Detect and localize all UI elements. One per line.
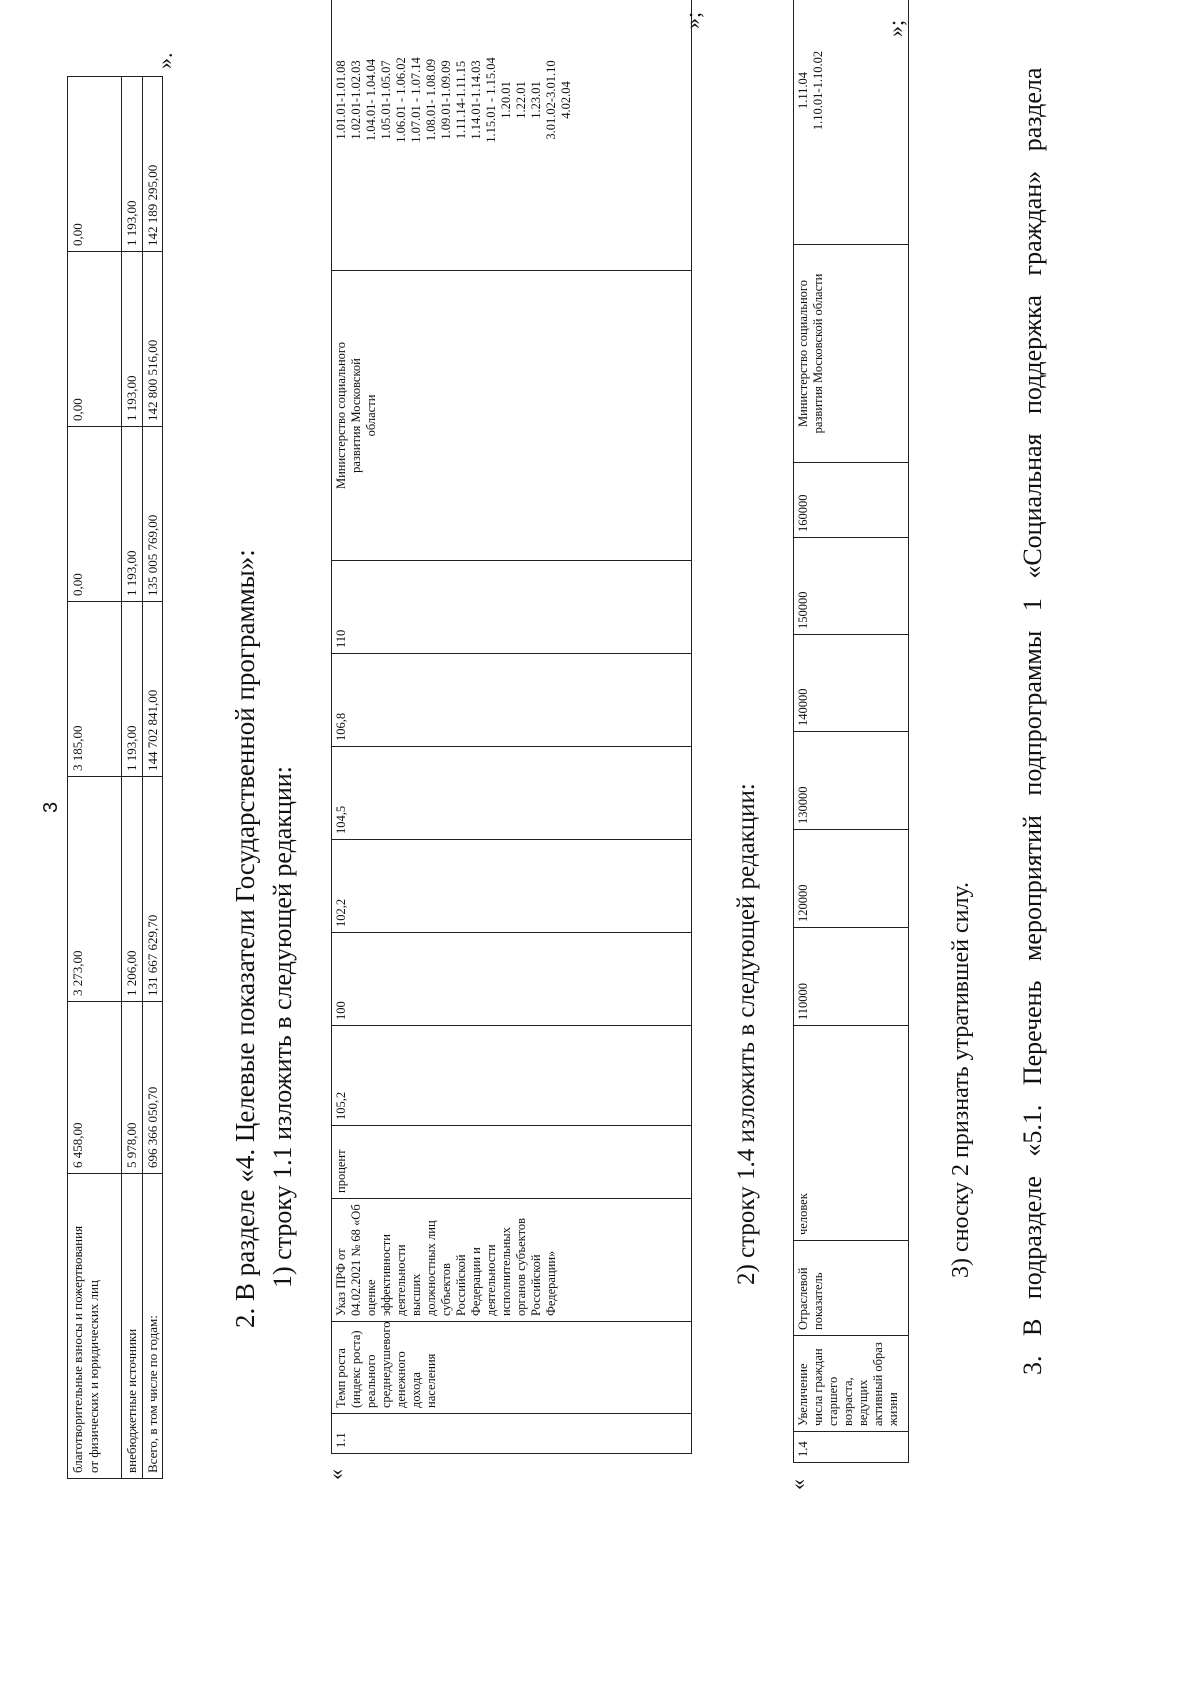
budget-value: 5 978,00 bbox=[122, 1002, 143, 1174]
budget-value: 1 193,00 bbox=[122, 252, 143, 427]
indicator-unit: человек bbox=[794, 1026, 909, 1241]
budget-value: 1 193,00 bbox=[122, 602, 143, 777]
budget-value: 1 193,00 bbox=[122, 77, 143, 252]
page-number: 3 bbox=[40, 801, 62, 813]
table-row bbox=[122, 77, 143, 1479]
code-item: 1.10.01-1.10.02 bbox=[811, 50, 825, 131]
open-quote: « bbox=[323, 1469, 348, 1480]
indicator-type: Отраслевой показатель bbox=[794, 1241, 909, 1336]
code-item: 1.05.01-1.05.07 bbox=[379, 60, 393, 140]
budget-label: внебюджетные источники bbox=[122, 1174, 143, 1479]
code-item: 1.04.01- 1.04.04 bbox=[364, 58, 378, 142]
code-item: 3.01.02-3.01.10 bbox=[544, 60, 558, 140]
budget-value: 6 458,00 bbox=[68, 1002, 122, 1174]
responsible-body bbox=[794, 245, 909, 463]
indicator-value: 100 bbox=[332, 933, 692, 1026]
budget-value: 0,00 bbox=[68, 77, 122, 252]
budget-value: 3 185,00 bbox=[68, 602, 122, 777]
budget-value: 1 206,00 bbox=[122, 777, 143, 1002]
budget-value: 0,00 bbox=[68, 252, 122, 427]
code-item: 1.14.01-1.14.03 bbox=[469, 60, 483, 140]
code-item: 1.15.01 - 1.15.04 bbox=[484, 57, 498, 143]
section-3-text: 3. В подразделе «5.1. Перечень мероприятий подпрограммы 1 «Социальная поддержка граждан» раздела bbox=[1018, 67, 1047, 1375]
indicator-value: 120000 bbox=[794, 830, 909, 928]
budget-value: 144 702 841,00 bbox=[142, 602, 163, 777]
code-item: 1.06.01 - 1.06.02 bbox=[394, 57, 408, 143]
indicator-value: 105,2 bbox=[332, 1026, 692, 1126]
code-item: 1.23.01 bbox=[529, 81, 543, 119]
budget-table bbox=[67, 76, 163, 1479]
indicator-value: 110000 bbox=[794, 928, 909, 1026]
budget-label: благотворительные взносы и пожертвования от физических и юридических лиц bbox=[70, 1225, 101, 1473]
code-item: 1.08.01- 1.08.09 bbox=[424, 58, 438, 142]
item-1-text: 1) строку 1.1 изложить в следующей редакции: bbox=[268, 766, 297, 1288]
code-item: 1.22.01 bbox=[514, 81, 528, 119]
code-item: 1.01.01-1.01.08 bbox=[334, 60, 348, 140]
closing-mark: »; bbox=[883, 19, 908, 37]
budget-value: 142 189 295,00 bbox=[142, 77, 163, 252]
table-row bbox=[794, 0, 909, 1463]
code-item: 1.02.01-1.02.03 bbox=[349, 60, 363, 140]
code-item: 1.07.01 - 1.07.14 bbox=[409, 57, 423, 143]
budget-value: 696 366 050,70 bbox=[142, 1002, 163, 1174]
budget-label: Всего, в том числе по годам: bbox=[142, 1174, 163, 1479]
indicator-value: 110 bbox=[332, 561, 692, 654]
indicator-value: 130000 bbox=[794, 732, 909, 830]
responsible-body bbox=[332, 271, 692, 561]
section-heading: 2. В разделе «4. Целевые показатели Государственной программы»: bbox=[230, 549, 260, 1328]
code-item: 1.11.04 bbox=[796, 71, 810, 110]
open-quote: « bbox=[785, 1479, 810, 1490]
indicator-value: 102,2 bbox=[332, 840, 692, 933]
code-item: 4.02.04 bbox=[559, 81, 573, 119]
indicator-value: 104,5 bbox=[332, 747, 692, 840]
budget-value: 135 005 769,00 bbox=[142, 427, 163, 602]
indicator-value: 160000 bbox=[794, 463, 909, 538]
code-item: 1.09.01-1.09.09 bbox=[439, 60, 453, 140]
budget-value: 3 273,00 bbox=[68, 777, 122, 1002]
closing-quote-mark: ». bbox=[152, 52, 177, 69]
indicator-name: Увеличение числа граждан старшего возраста, ведущих активный образ жизни bbox=[794, 1336, 909, 1432]
budget-value: 142 800 516,00 bbox=[142, 252, 163, 427]
budget-value: 0,00 bbox=[68, 427, 122, 602]
responsible-text: Министерство социального развития Московской области bbox=[796, 273, 825, 434]
indicator-value: 140000 bbox=[794, 635, 909, 732]
code-item: 1.11.14-1.11.15 bbox=[454, 60, 468, 140]
table-row bbox=[142, 77, 163, 1479]
indicator-unit: процент bbox=[332, 1126, 692, 1199]
indicator-table-1-4 bbox=[793, 0, 909, 1463]
responsible-text: Министерство социального развития Московской области bbox=[334, 342, 378, 489]
indicator-name: Темп роста (индекс роста) реального среднедушевого денежного дохода населения bbox=[332, 1322, 692, 1414]
budget-value: 1 193,00 bbox=[122, 427, 143, 602]
indicator-value: 106,8 bbox=[332, 654, 692, 747]
indicator-value: 150000 bbox=[794, 538, 909, 635]
indicator-table-1-1 bbox=[331, 0, 692, 1454]
budget-value: 131 667 629,70 bbox=[142, 777, 163, 1002]
table-row bbox=[68, 77, 122, 1479]
closing-mark: »; bbox=[680, 11, 705, 29]
indicator-basis: Указ ПРФ от 04.02.2021 № 68 «Об оценке эффективности деятельности высших должностных лиц субъектов Российской Федерации и деятельности исполнительных органов субъектов Российской Федерации» bbox=[332, 1199, 692, 1322]
measure-codes bbox=[332, 0, 692, 271]
row-number: 1.1 bbox=[332, 1414, 692, 1454]
code-item: 1.20.01 bbox=[499, 81, 513, 119]
budget-label-cell bbox=[68, 1174, 122, 1479]
row-number: 1.4 bbox=[794, 1432, 909, 1463]
item-2-text: 2) строку 1.4 изложить в следующей редакции: bbox=[733, 783, 760, 1285]
item-3-text: 3) сноску 2 признать утратившей силу. bbox=[948, 881, 974, 1278]
table-row bbox=[332, 0, 692, 1454]
